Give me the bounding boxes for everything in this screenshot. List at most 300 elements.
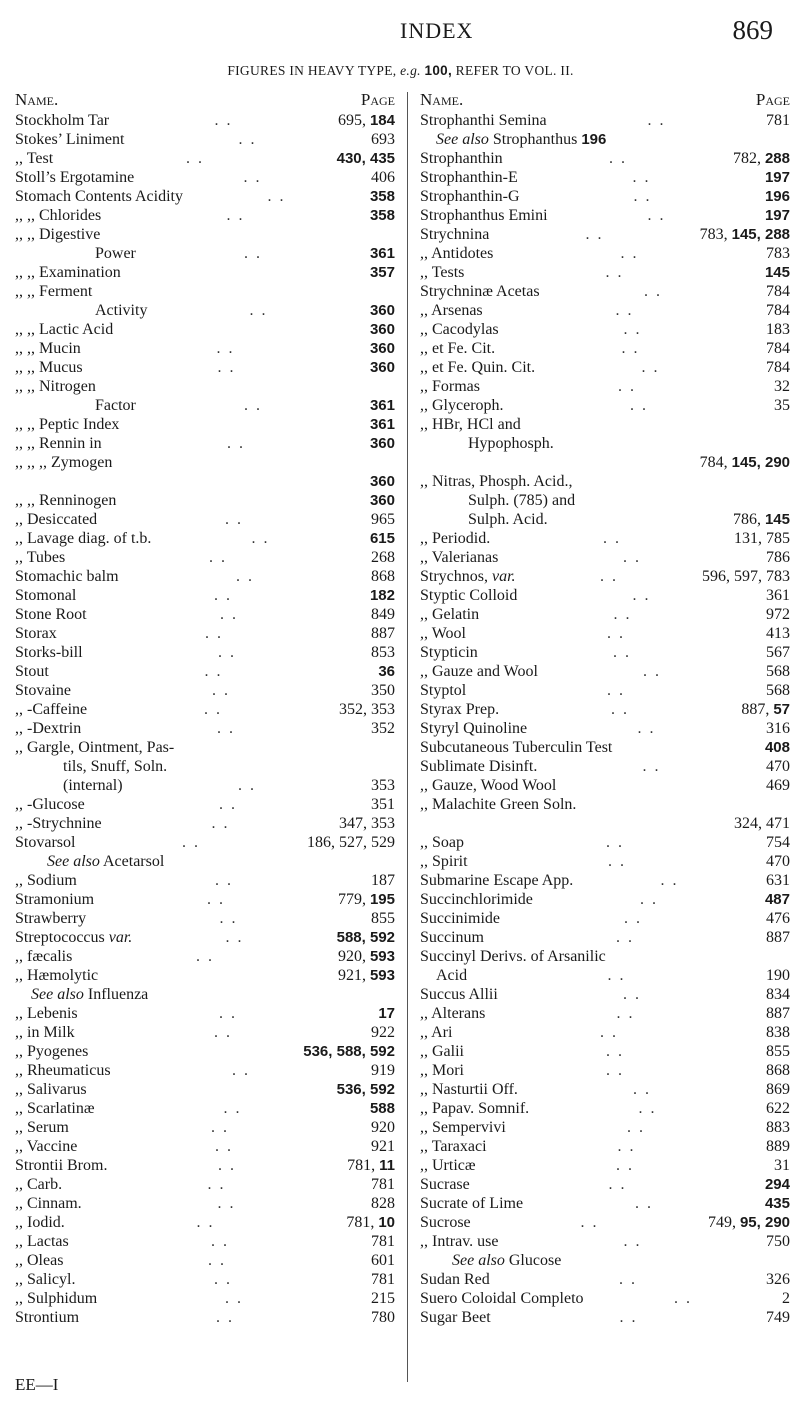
index-entry xyxy=(420,833,790,852)
entry-pages: 750 xyxy=(766,1233,790,1250)
column-header xyxy=(420,90,790,111)
entry-term: Succus Allii xyxy=(420,986,498,1003)
index-entry xyxy=(15,1080,395,1099)
leader-dots: . . xyxy=(218,1157,236,1174)
index-entry xyxy=(420,111,790,130)
leader-dots: . . xyxy=(214,112,233,129)
index-entry xyxy=(420,567,790,586)
leader-dots: . . xyxy=(618,378,636,395)
index-entry xyxy=(420,605,790,624)
entry-pages: 920 xyxy=(371,1119,395,1136)
index-column-right xyxy=(420,90,790,1327)
entry-term: ,, HBr, HCl and xyxy=(420,416,521,433)
index-entry xyxy=(420,491,790,510)
index-entry xyxy=(15,928,395,947)
entry-pages: 868 xyxy=(371,568,395,585)
index-entry xyxy=(420,928,790,947)
index-entry xyxy=(420,586,790,605)
index-note-bold: 100, xyxy=(424,63,452,78)
entry-pages: 596, 597, 783 xyxy=(702,568,790,585)
entry-term: ,, et Fe. Cit. xyxy=(420,340,496,357)
leader-dots: . . xyxy=(623,321,642,338)
entry-term: ,, Oleas xyxy=(15,1252,64,1269)
index-entry xyxy=(15,491,395,510)
leader-dots: . . xyxy=(207,891,225,908)
index-entry xyxy=(15,966,395,985)
entry-pages: 781 xyxy=(371,1233,395,1250)
index-entry xyxy=(420,548,790,567)
entry-pages: 855 xyxy=(766,1043,790,1060)
entry-pages: 187 xyxy=(371,872,395,889)
entry-term: ,, et Fe. Quin. Cit. xyxy=(420,359,536,376)
entry-term: ,, Malachite Green Soln. xyxy=(420,796,577,813)
index-entry xyxy=(420,510,790,529)
leader-dots: . . xyxy=(215,872,233,889)
entry-term: See also Influenza xyxy=(31,986,149,1003)
leader-dots: . . xyxy=(209,549,227,566)
index-entry xyxy=(420,1270,790,1289)
entry-pages: 32 xyxy=(774,378,790,395)
entry-pages: 568 xyxy=(766,663,790,680)
index-entry xyxy=(420,909,790,928)
entry-pages: 353 xyxy=(371,777,395,794)
leader-dots: . . xyxy=(208,1252,226,1269)
entry-term: ,, Sulphidum xyxy=(15,1290,98,1307)
leader-dots: . . xyxy=(220,606,238,623)
leader-dots: . . xyxy=(633,188,652,205)
leader-dots: . . xyxy=(647,112,666,129)
leader-dots: . . xyxy=(211,1233,229,1250)
entry-pages: 470 xyxy=(766,853,790,870)
entry-pages: 430, 435 xyxy=(336,150,395,167)
entry-term: ,, Salivarus xyxy=(15,1081,87,1098)
entry-term: ,, ,, Ferment xyxy=(15,283,93,300)
entry-pages: 131, 785 xyxy=(734,530,790,547)
index-entry xyxy=(420,434,790,453)
entry-pages: 786, 145 xyxy=(732,511,790,528)
index-entry xyxy=(15,263,395,282)
leader-dots: . . xyxy=(674,1290,692,1307)
entry-pages: 920, 593 xyxy=(337,948,395,965)
entry-pages: 588, 592 xyxy=(336,929,395,946)
leader-dots: . . xyxy=(616,1005,635,1022)
entry-term: ,, Papav. Somnif. xyxy=(420,1100,530,1117)
entry-pages: 196 xyxy=(764,188,790,205)
entry-pages: 783 xyxy=(766,245,790,262)
entry-pages: 268 xyxy=(371,549,395,566)
leader-dots: . . xyxy=(617,1138,636,1155)
column-divider xyxy=(407,92,408,1382)
index-entry xyxy=(420,1080,790,1099)
leader-dots: . . xyxy=(611,701,629,718)
entry-term: Strontii Brom. xyxy=(15,1157,108,1174)
entry-term: ,, Sodium xyxy=(15,872,77,889)
leader-dots: . . xyxy=(607,625,625,642)
column-header-name: Name. xyxy=(15,90,59,109)
entry-pages: 352, 353 xyxy=(339,701,395,718)
leader-dots: . . xyxy=(225,511,243,528)
index-entry xyxy=(15,605,395,624)
entry-term: Sugar Beet xyxy=(420,1309,491,1326)
leader-dots: . . xyxy=(217,720,235,737)
entry-term: ,, Gargle, Ointment, Pas- xyxy=(15,739,175,756)
entry-term: Sublimate Disinft. xyxy=(420,758,538,775)
leader-dots: . . xyxy=(623,1233,642,1250)
index-entry xyxy=(420,1251,790,1270)
entry-term: Strontium xyxy=(15,1309,80,1326)
entry-pages: 361 xyxy=(369,245,395,262)
entry-term: Strophanthus Emini xyxy=(420,207,548,224)
entry-pages: 145 xyxy=(764,264,790,281)
entry-pages: 622 xyxy=(766,1100,790,1117)
entry-term: ,, Wool xyxy=(420,625,466,642)
entry-term: ,, Urticæ xyxy=(420,1157,476,1174)
entry-term: ,, ,, Peptic Index xyxy=(15,416,120,433)
entry-pages: 215 xyxy=(371,1290,395,1307)
index-note-eg: e.g. xyxy=(400,63,421,78)
index-entry xyxy=(15,149,395,168)
leader-dots: . . xyxy=(267,188,286,205)
entry-pages: 786 xyxy=(766,549,790,566)
index-note xyxy=(0,63,801,79)
entry-pages: 749, 95, 290 xyxy=(707,1214,790,1231)
index-entry xyxy=(15,1289,395,1308)
entry-term: ,, Glyceroph. xyxy=(420,397,504,414)
leader-dots: . . xyxy=(660,872,679,889)
entry-pages: 361 xyxy=(369,397,395,414)
leader-dots: . . xyxy=(205,625,223,642)
index-entry xyxy=(420,415,790,434)
entry-pages: 601 xyxy=(371,1252,395,1269)
entry-term: ,, Serum xyxy=(15,1119,69,1136)
leader-dots: . . xyxy=(600,568,618,585)
index-column-left xyxy=(15,90,395,1327)
leader-dots: . . xyxy=(219,1005,237,1022)
entry-pages: 631 xyxy=(766,872,790,889)
index-entry xyxy=(420,1137,790,1156)
entry-term: ,, -Glucose xyxy=(15,796,85,813)
index-entry xyxy=(420,624,790,643)
entry-pages: 2 xyxy=(782,1290,790,1307)
entry-term: Storax xyxy=(15,625,57,642)
leader-dots: . . xyxy=(585,226,604,243)
entry-term: Factor xyxy=(95,397,136,414)
index-entry xyxy=(15,776,395,795)
index-entry xyxy=(420,187,790,206)
entry-term: Sucrose xyxy=(420,1214,471,1231)
column-header-name: Name. xyxy=(420,90,464,109)
entry-pages: 693 xyxy=(371,131,395,148)
leader-dots: . . xyxy=(637,720,656,737)
entry-term: ,, ,, Lactic Acid xyxy=(15,321,114,338)
entry-pages: 408 xyxy=(764,739,790,756)
leader-dots: . . xyxy=(211,815,230,832)
entry-pages: 849 xyxy=(371,606,395,623)
leader-dots: . . xyxy=(609,150,627,167)
leader-dots: . . xyxy=(196,1214,215,1231)
column-header-page: Page xyxy=(755,90,790,109)
index-entry xyxy=(15,719,395,738)
entry-term: ,, Lebenis xyxy=(15,1005,78,1022)
entry-term: ,, Ari xyxy=(420,1024,453,1041)
index-entry xyxy=(420,1156,790,1175)
leader-dots: . . xyxy=(641,359,660,376)
column-header-page: Page xyxy=(360,90,395,109)
index-entry xyxy=(15,396,395,415)
index-entry xyxy=(420,947,790,966)
index-entry xyxy=(15,1118,395,1137)
index-entry xyxy=(15,586,395,605)
entry-term: ,, Lactas xyxy=(15,1233,69,1250)
leader-dots: . . xyxy=(600,1024,618,1041)
entry-pages: 31 xyxy=(774,1157,790,1174)
entry-pages: 921 xyxy=(371,1138,395,1155)
index-entry xyxy=(420,320,790,339)
entry-term: ,, fæcalis xyxy=(15,948,73,965)
entry-pages: 326 xyxy=(766,1271,790,1288)
index-entry xyxy=(15,1175,395,1194)
leader-dots: . . xyxy=(605,264,624,281)
leader-dots: . . xyxy=(204,663,223,680)
index-entry xyxy=(15,529,395,548)
index-entry xyxy=(15,681,395,700)
entry-term: Activity xyxy=(95,302,148,319)
entry-term: Styptic Colloid xyxy=(420,587,518,604)
index-entry xyxy=(15,700,395,719)
leader-dots: . . xyxy=(616,1157,634,1174)
entry-pages: 360 xyxy=(369,321,395,338)
entry-term: Succinimide xyxy=(420,910,500,927)
entry-term: Strophanthin-G xyxy=(420,188,520,205)
entry-term: Stovaine xyxy=(15,682,71,699)
entry-pages: 35 xyxy=(774,397,790,414)
entry-term: See also Glucose xyxy=(452,1252,562,1269)
leader-dots: . . xyxy=(606,1043,624,1060)
leader-dots: . . xyxy=(630,397,648,414)
entry-pages: 869 xyxy=(766,1081,790,1098)
index-entry xyxy=(420,301,790,320)
leader-dots: . . xyxy=(613,644,631,661)
leader-dots: . . xyxy=(232,1062,250,1079)
entry-term: Streptococcus var. xyxy=(15,929,133,946)
entry-term: See also Acetarsol xyxy=(47,853,165,870)
leader-dots: . . xyxy=(249,302,268,319)
entry-term: Strawberry xyxy=(15,910,87,927)
entry-term: ,, Gauze and Wool xyxy=(420,663,538,680)
entry-term: ,, Sempervivi xyxy=(420,1119,506,1136)
entry-term: ,, Gauze, Wood Wool xyxy=(420,777,557,794)
entry-term: ,, Cacodylas xyxy=(420,321,499,338)
index-entry xyxy=(420,1099,790,1118)
index-entry xyxy=(15,795,395,814)
index-entry xyxy=(420,643,790,662)
entry-term: ,, Tubes xyxy=(15,549,66,566)
leader-dots: . . xyxy=(217,1195,236,1212)
entry-pages: 360 xyxy=(369,302,395,319)
entry-pages: 536, 592 xyxy=(336,1081,395,1098)
entry-pages: 358 xyxy=(369,207,395,224)
index-entry xyxy=(420,1308,790,1327)
index-entry xyxy=(15,643,395,662)
leader-dots: . . xyxy=(608,1176,627,1193)
index-entry xyxy=(15,1156,395,1175)
index-entry xyxy=(15,1251,395,1270)
entry-term: Styryl Quinoline xyxy=(420,720,528,737)
entry-term: ,, Lavage diag. of t.b. xyxy=(15,530,152,547)
leader-dots: . . xyxy=(640,891,658,908)
entry-term: Succinum xyxy=(420,929,484,946)
leader-dots: . . xyxy=(186,150,204,167)
index-entry xyxy=(15,1137,395,1156)
index-entry xyxy=(420,1289,790,1308)
leader-dots: . . xyxy=(243,169,262,186)
index-entry xyxy=(420,1023,790,1042)
entry-term: Subcutaneous Tuberculin Test xyxy=(420,739,613,756)
entry-term: ,, Nitras, Phosph. Acid., xyxy=(420,473,573,490)
leader-dots: . . xyxy=(238,131,257,148)
entry-term: Sucrate of Lime xyxy=(420,1195,524,1212)
index-entry xyxy=(420,396,790,415)
entry-term: Stramonium xyxy=(15,891,95,908)
index-entry xyxy=(420,339,790,358)
leader-dots: . . xyxy=(214,587,232,604)
index-entry xyxy=(420,244,790,263)
entry-term: ,, Galii xyxy=(420,1043,464,1060)
index-entry xyxy=(15,1042,395,1061)
entry-term: ,, Pyogenes xyxy=(15,1043,89,1060)
index-entry xyxy=(15,1232,395,1251)
entry-pages: 972 xyxy=(766,606,790,623)
index-entry xyxy=(420,453,790,472)
index-entry xyxy=(15,358,395,377)
entry-term: ,, Periodid. xyxy=(420,530,491,547)
entry-pages: 781 xyxy=(371,1176,395,1193)
index-entry xyxy=(15,738,395,757)
index-entry xyxy=(15,225,395,244)
entry-pages: 361 xyxy=(766,587,790,604)
entry-pages: 781 xyxy=(766,112,790,129)
index-entry xyxy=(15,624,395,643)
entry-term: ,, Hæmolytic xyxy=(15,967,99,984)
entry-term: Stone Root xyxy=(15,606,87,623)
leader-dots: . . xyxy=(207,1176,226,1193)
index-entry xyxy=(15,1004,395,1023)
leader-dots: . . xyxy=(182,834,200,851)
entry-pages: 754 xyxy=(766,834,790,851)
index-entry xyxy=(420,358,790,377)
entry-term: Stomonal xyxy=(15,587,77,604)
index-entry xyxy=(15,662,395,681)
entry-term: Succinyl Derivs. of Arsanilic xyxy=(420,948,606,965)
entry-term: Stout xyxy=(15,663,49,680)
entry-term: ,, -Caffeine xyxy=(15,701,88,718)
index-entry xyxy=(420,681,790,700)
entry-term: See also Strophanthus 196 xyxy=(436,131,607,148)
entry-term: ,, Carb. xyxy=(15,1176,63,1193)
entry-pages: 782, 288 xyxy=(732,150,790,167)
index-entry xyxy=(15,814,395,833)
index-entry xyxy=(15,1213,395,1232)
entry-term: ,, -Dextrin xyxy=(15,720,82,737)
entry-pages: 781 xyxy=(371,1271,395,1288)
entry-term: ,, ,, Renninogen xyxy=(15,492,117,509)
index-entry xyxy=(15,453,395,472)
entry-term: Strychninæ Acetas xyxy=(420,283,540,300)
index-entry xyxy=(15,1061,395,1080)
leader-dots: . . xyxy=(603,530,621,547)
entry-pages: 784 xyxy=(766,283,790,300)
index-entry xyxy=(15,833,395,852)
leader-dots: . . xyxy=(223,1100,242,1117)
entry-term: ,, Tests xyxy=(420,264,465,281)
leader-dots: . . xyxy=(644,283,662,300)
leader-dots: . . xyxy=(608,853,626,870)
entry-pages: 784 xyxy=(766,340,790,357)
index-entry xyxy=(15,947,395,966)
index-entry xyxy=(420,1213,790,1232)
entry-pages: 887 xyxy=(371,625,395,642)
leader-dots: . . xyxy=(204,701,222,718)
entry-term: Strophanthin-E xyxy=(420,169,518,186)
index-entry xyxy=(420,1061,790,1080)
entry-pages: 536, 588, 592 xyxy=(303,1043,395,1060)
index-entry xyxy=(15,282,395,301)
column-header xyxy=(15,90,395,111)
entry-term: Stoll’s Ergotamine xyxy=(15,169,135,186)
entry-term: ,, Antidotes xyxy=(420,245,494,262)
leader-dots: . . xyxy=(251,530,270,547)
leader-dots: . . xyxy=(212,682,230,699)
index-entry xyxy=(15,111,395,130)
page-number: 869 xyxy=(732,15,773,45)
leader-dots: . . xyxy=(217,359,236,376)
leader-dots: . . xyxy=(642,758,661,775)
entry-term: ,, ,, Nitrogen xyxy=(15,378,96,395)
index-entry xyxy=(15,339,395,358)
leader-dots: . . xyxy=(620,245,639,262)
index-entry xyxy=(15,985,395,1004)
entry-term: ,, ,, Digestive xyxy=(15,226,101,243)
entry-pages: 828 xyxy=(371,1195,395,1212)
entry-pages: 352 xyxy=(371,720,395,737)
leader-dots: . . xyxy=(615,302,634,319)
entry-term: Succinchlorimide xyxy=(420,891,533,908)
entry-pages: 853 xyxy=(371,644,395,661)
entry-pages: 186, 527, 529 xyxy=(307,834,395,851)
index-entry xyxy=(420,700,790,719)
index-entry xyxy=(420,149,790,168)
leader-dots: . . xyxy=(214,1271,232,1288)
index-entry xyxy=(15,510,395,529)
index-entry xyxy=(15,890,395,909)
entry-pages: 360 xyxy=(369,435,395,452)
index-entry xyxy=(15,415,395,434)
index-entry xyxy=(420,871,790,890)
index-entry xyxy=(15,871,395,890)
leader-dots: . . xyxy=(214,1024,232,1041)
entry-term: Stomach Contents Acidity xyxy=(15,188,183,205)
entry-term: ,, Nasturtii Off. xyxy=(420,1081,518,1098)
entry-term: ,, ,, Mucin xyxy=(15,340,81,357)
entry-term: ,, ,, ,, Zymogen xyxy=(15,454,113,471)
entry-pages: 360 xyxy=(369,359,395,376)
entry-term: ,, Taraxaci xyxy=(420,1138,487,1155)
entry-term: ,, Alterans xyxy=(420,1005,486,1022)
entry-pages: 749 xyxy=(766,1309,790,1326)
index-entry xyxy=(15,1270,395,1289)
entry-pages: 783, 145, 288 xyxy=(699,226,790,243)
leader-dots: . . xyxy=(616,929,634,946)
